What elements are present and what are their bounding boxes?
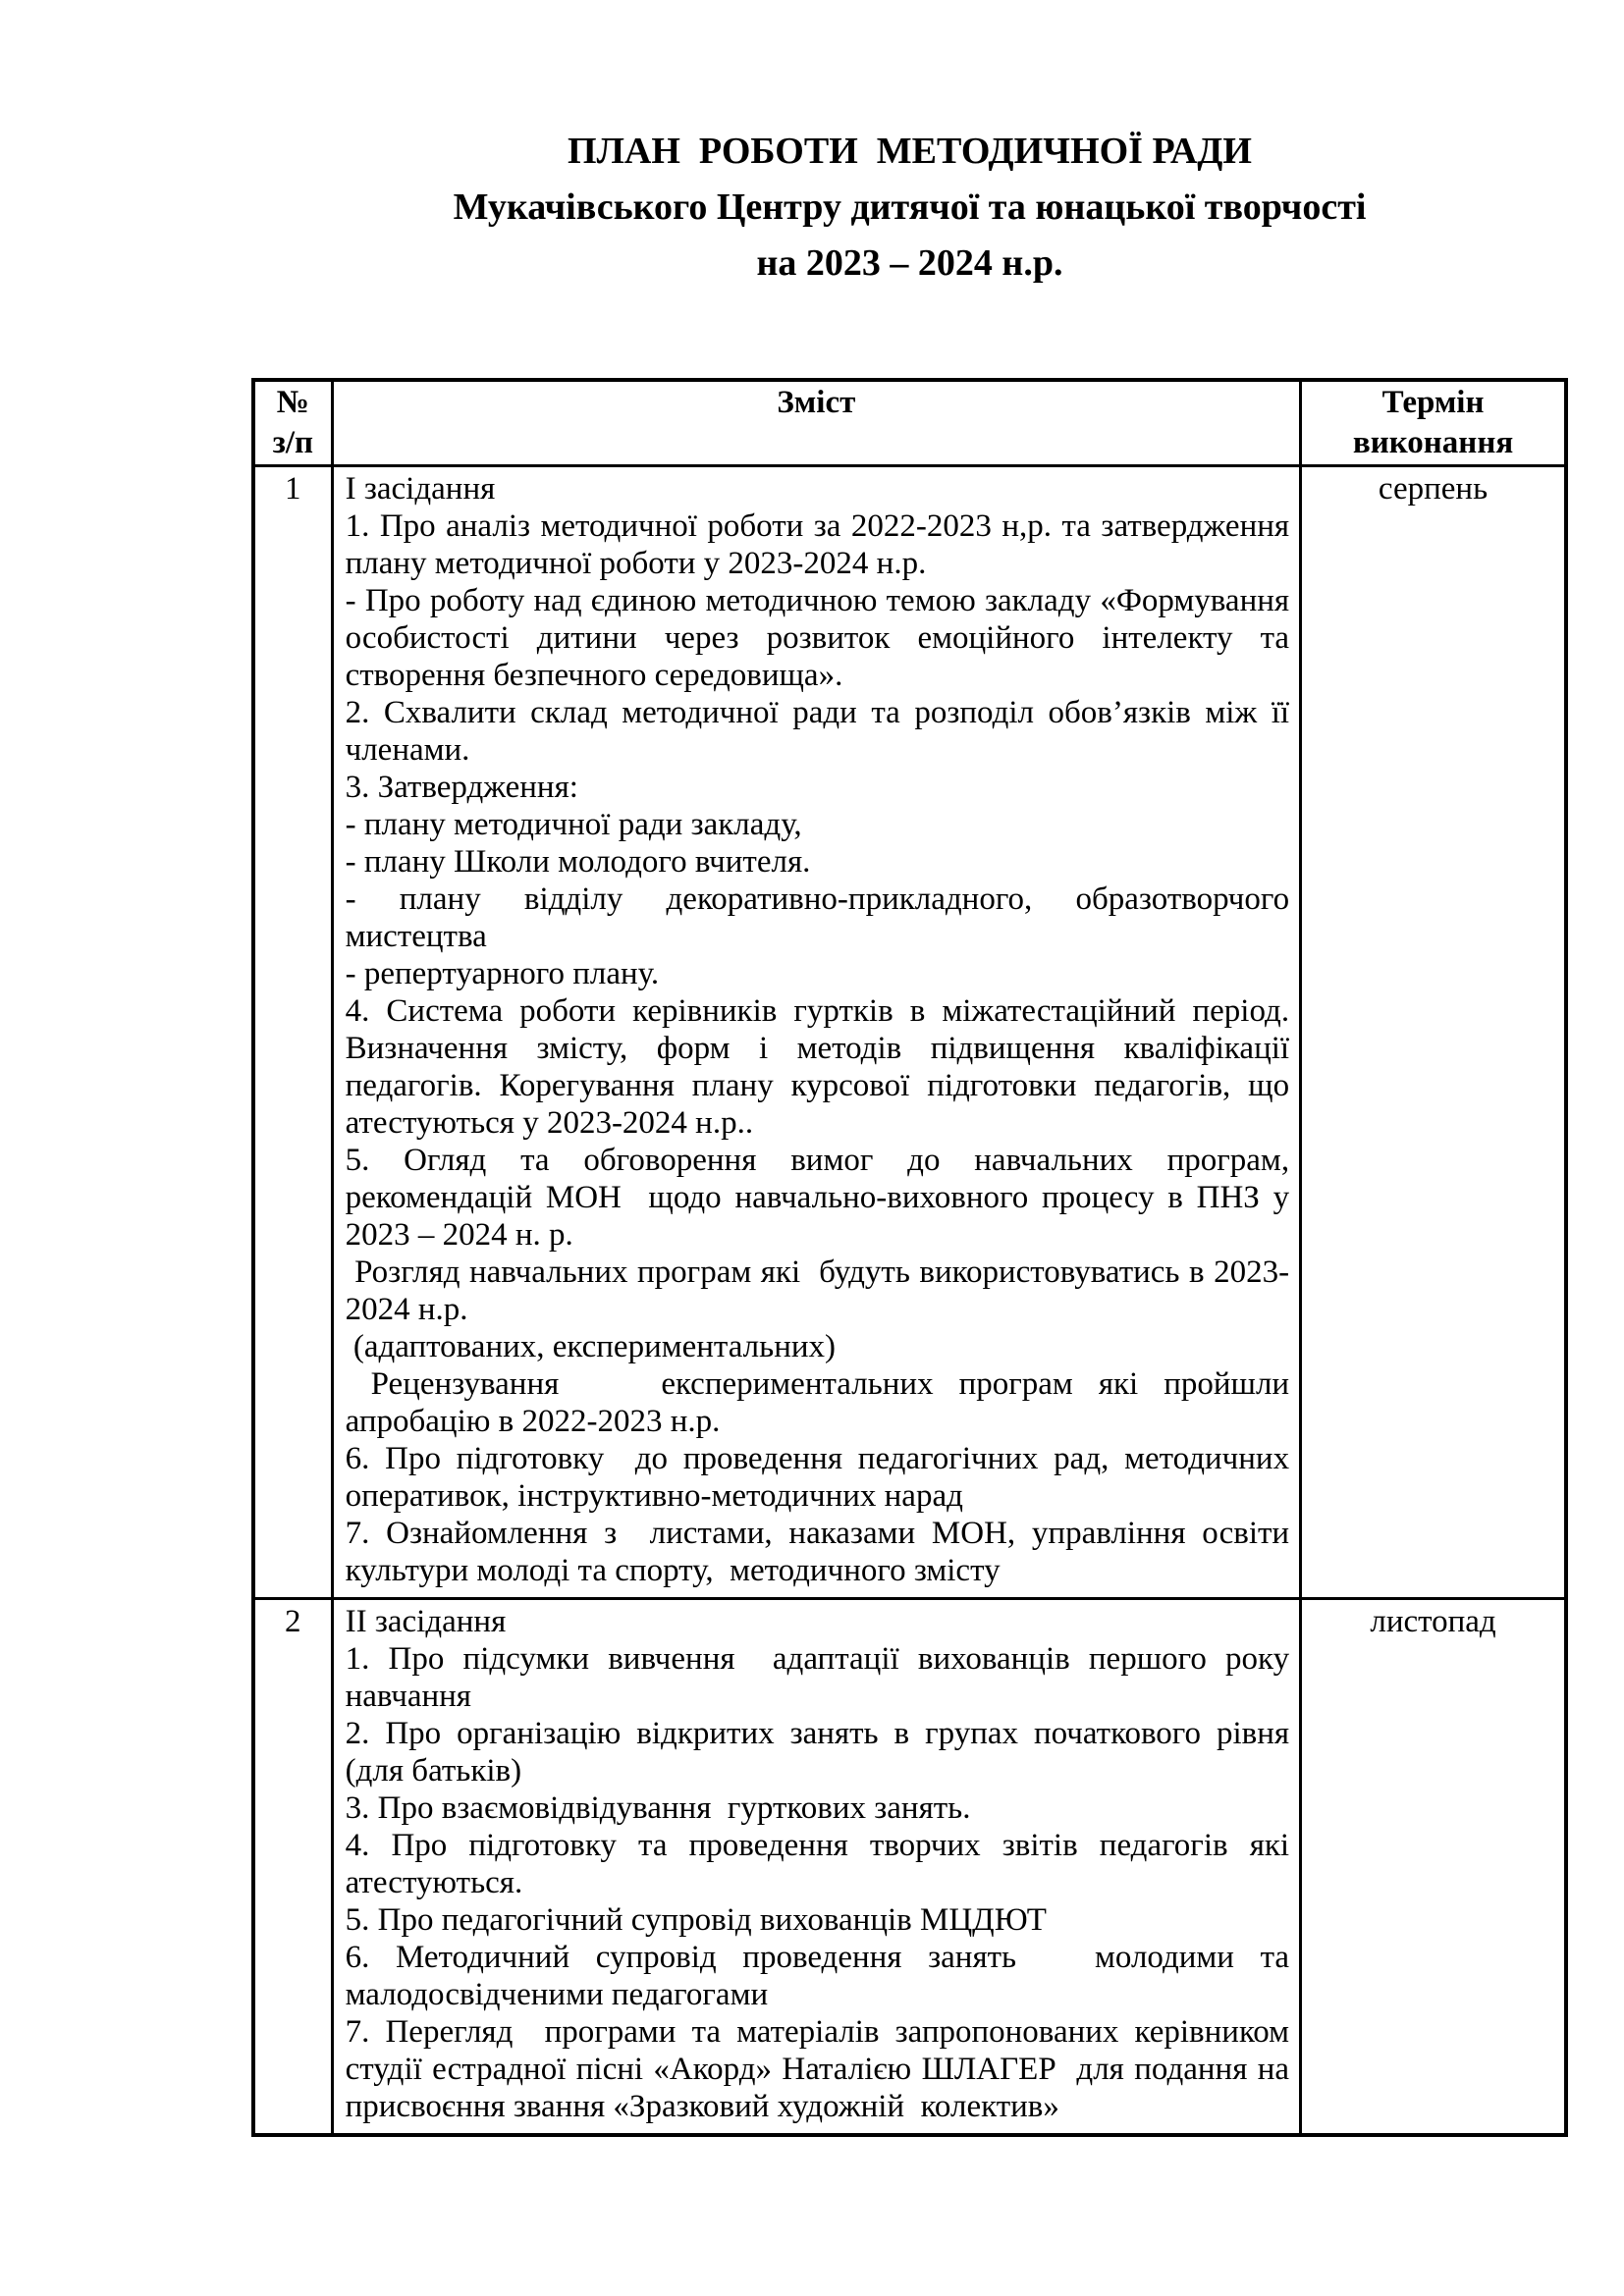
content-paragraph: - плану відділу декоративно-прикладного, образотворчого мистецтва: [345, 881, 1298, 954]
col-header-content-label: Зміст: [777, 385, 856, 420]
content-paragraph: ІІ засідання: [345, 1604, 507, 1639]
col-header-number-line2: з/п: [272, 425, 314, 460]
col-header-number: [253, 380, 332, 466]
row-content: [332, 466, 1306, 1599]
content-paragraph: 5. Про педагогічний супровід вихованців МЦДЮТ: [345, 1902, 1047, 1938]
content-paragraph: - плану Школи молодого вчителя.: [345, 844, 811, 880]
content-paragraph: 2. Про організацію відкритих занять в групах початкового рівня (для батьків): [345, 1716, 1298, 1789]
table-row: [253, 1599, 1566, 2136]
content-paragraph: 7. Ознайомлення з листами, наказами МОН, управління освіти культури молоді та спорту, методичного змісту: [345, 1516, 1298, 1588]
row-term: листопад: [1301, 1599, 1566, 2136]
plan-table: [251, 378, 1568, 2137]
content-paragraph: 3. Про взаємовідвідування гурткових занять.: [345, 1790, 971, 1826]
content-paragraph: І засідання: [345, 471, 496, 507]
content-paragraph: - плану методичної ради закладу,: [345, 807, 802, 842]
col-header-content: [332, 380, 1300, 466]
content-paragraph: Рецензування експериментальних програм які пройшли апробацію в 2022-2023 н.р.: [345, 1366, 1298, 1439]
page-year-line: на 2023 – 2024 н.р.: [756, 242, 1063, 284]
row-term: серпень: [1301, 466, 1566, 1599]
content-paragraph: Розгляд навчальних програм які будуть використовуватись в 2023-2024 н.р.: [345, 1255, 1290, 1327]
content-paragraph: (адаптованих, експериментальних): [345, 1329, 837, 1364]
content-paragraph: 1. Про аналіз методичної роботи за 2022-2023 н,р. та затвердження плану методичної роботи у 2023-2024 н.р.: [345, 508, 1298, 581]
content-paragraph: 5. Огляд та обговорення вимог до навчальних програм, рекомендацій МОН щодо навчально-виховного процесу в ПНЗ у 2023 – 2024 н. р.: [345, 1143, 1298, 1253]
row-number: 1: [253, 466, 332, 1599]
document-header: [251, 0, 1568, 292]
content-paragraph: 6. Методичний супровід проведення занять молодими та малодосвідченими педагогами: [345, 1940, 1298, 2012]
page-subtitle: Мукачівського Центру дитячої та юнацької творчості: [453, 187, 1367, 228]
content-paragraph: - Про роботу над єдиною методичною темою закладу «Формування особистості дитини через розвиток емоційного інтелекту та створення безпечного середовища».: [345, 583, 1306, 693]
page-title: ПЛАН РОБОТИ МЕТОДИЧНОЇ РАДИ: [568, 131, 1252, 172]
col-header-term: [1301, 380, 1566, 466]
content-paragraph: 4. Система роботи керівників гуртків в міжатестаційний період. Визначення змісту, форм і методів підвищення кваліфікації педагогів. Корегування плану курсової підготовки педагогів, що атестуються у 2023-2024 н.р..: [345, 993, 1298, 1141]
col-header-term-line2: виконання: [1352, 425, 1514, 460]
content-paragraph: 3. Затвердження:: [345, 770, 578, 805]
content-paragraph: 6. Про підготовку до проведення педагогічних рад, методичних оперативок, інструктивно-методичних нарад: [345, 1441, 1298, 1514]
col-header-term-line1: Термін: [1381, 385, 1485, 420]
content-paragraph: 2. Схвалити склад методичної ради та розподіл обов’язків між її членами.: [345, 695, 1298, 768]
content-paragraph: 1. Про підсумки вивчення адаптації вихованців першого року навчання: [345, 1641, 1298, 1714]
table-header-row: [253, 380, 1566, 466]
row-number: 2: [253, 1599, 332, 2136]
content-paragraph: - репертуарного плану.: [345, 956, 660, 991]
content-paragraph: 4. Про підготовку та проведення творчих звітів педагогів які атестуються.: [345, 1828, 1298, 1900]
table-row: [253, 466, 1566, 1599]
content-paragraph: 7. Перегляд програми та матеріалів запропонованих керівником студії естрадної пісні «Акорд» Наталією ШЛАГЕР для подання на присвоєння звання «Зразковий художній колектив»: [345, 2014, 1298, 2124]
col-header-number-line1: №: [276, 385, 309, 420]
row-content: [332, 1599, 1300, 2136]
